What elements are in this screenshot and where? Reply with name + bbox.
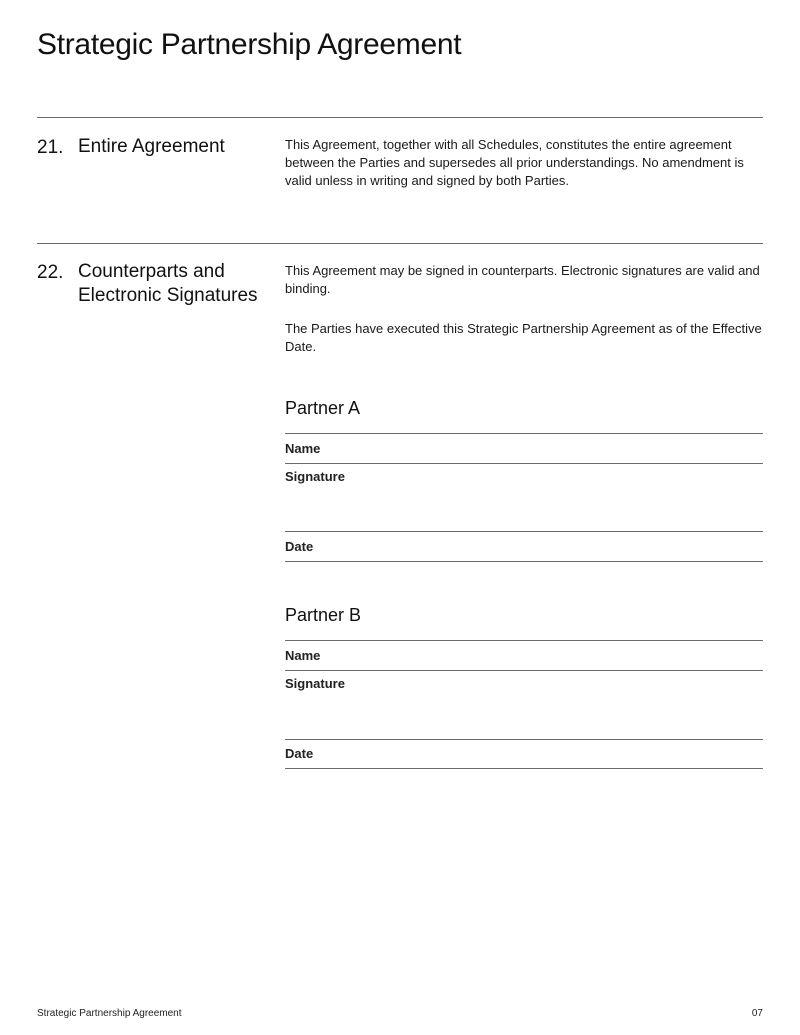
signature-line xyxy=(285,561,763,562)
section-heading: Counterparts and Electronic Signatures xyxy=(78,261,258,306)
name-field-label: Name xyxy=(285,648,321,663)
section-number: 22. xyxy=(37,262,64,283)
divider xyxy=(37,117,763,118)
signature-line xyxy=(285,670,763,671)
date-field-label: Date xyxy=(285,539,314,554)
section-body: This Agreement, together with all Schedules, constitutes the entire agreement between the Parties and supersedes all prior understandings. No amendment is valid unless in writing and signed by both Parties. xyxy=(285,137,744,188)
signature-line xyxy=(285,640,763,641)
section-number: 21. xyxy=(37,137,64,158)
signature-field-label: Signature xyxy=(285,676,345,691)
signature-line xyxy=(285,433,763,434)
date-field-label: Date xyxy=(285,746,314,761)
partner-a-heading: Partner A xyxy=(285,398,361,418)
section-heading: Entire Agreement xyxy=(78,136,225,157)
footer-title: Strategic Partnership Agreement xyxy=(37,1008,182,1019)
section-body: The Parties have executed this Strategic Partnership Agreement as of the Effective Date. xyxy=(285,321,762,354)
signature-line xyxy=(285,463,763,464)
signature-line xyxy=(285,768,763,769)
signature-line xyxy=(285,531,763,532)
signature-field-label: Signature xyxy=(285,469,345,484)
page-number: 07 xyxy=(751,1008,763,1019)
name-field-label: Name xyxy=(285,441,321,456)
signature-line xyxy=(285,739,763,740)
partner-b-heading: Partner B xyxy=(285,605,362,625)
page-title: Strategic Partnership Agreement xyxy=(37,28,462,61)
section-body: This Agreement may be signed in counterparts. Electronic signatures are valid and binding. xyxy=(285,263,760,296)
divider xyxy=(37,243,763,244)
